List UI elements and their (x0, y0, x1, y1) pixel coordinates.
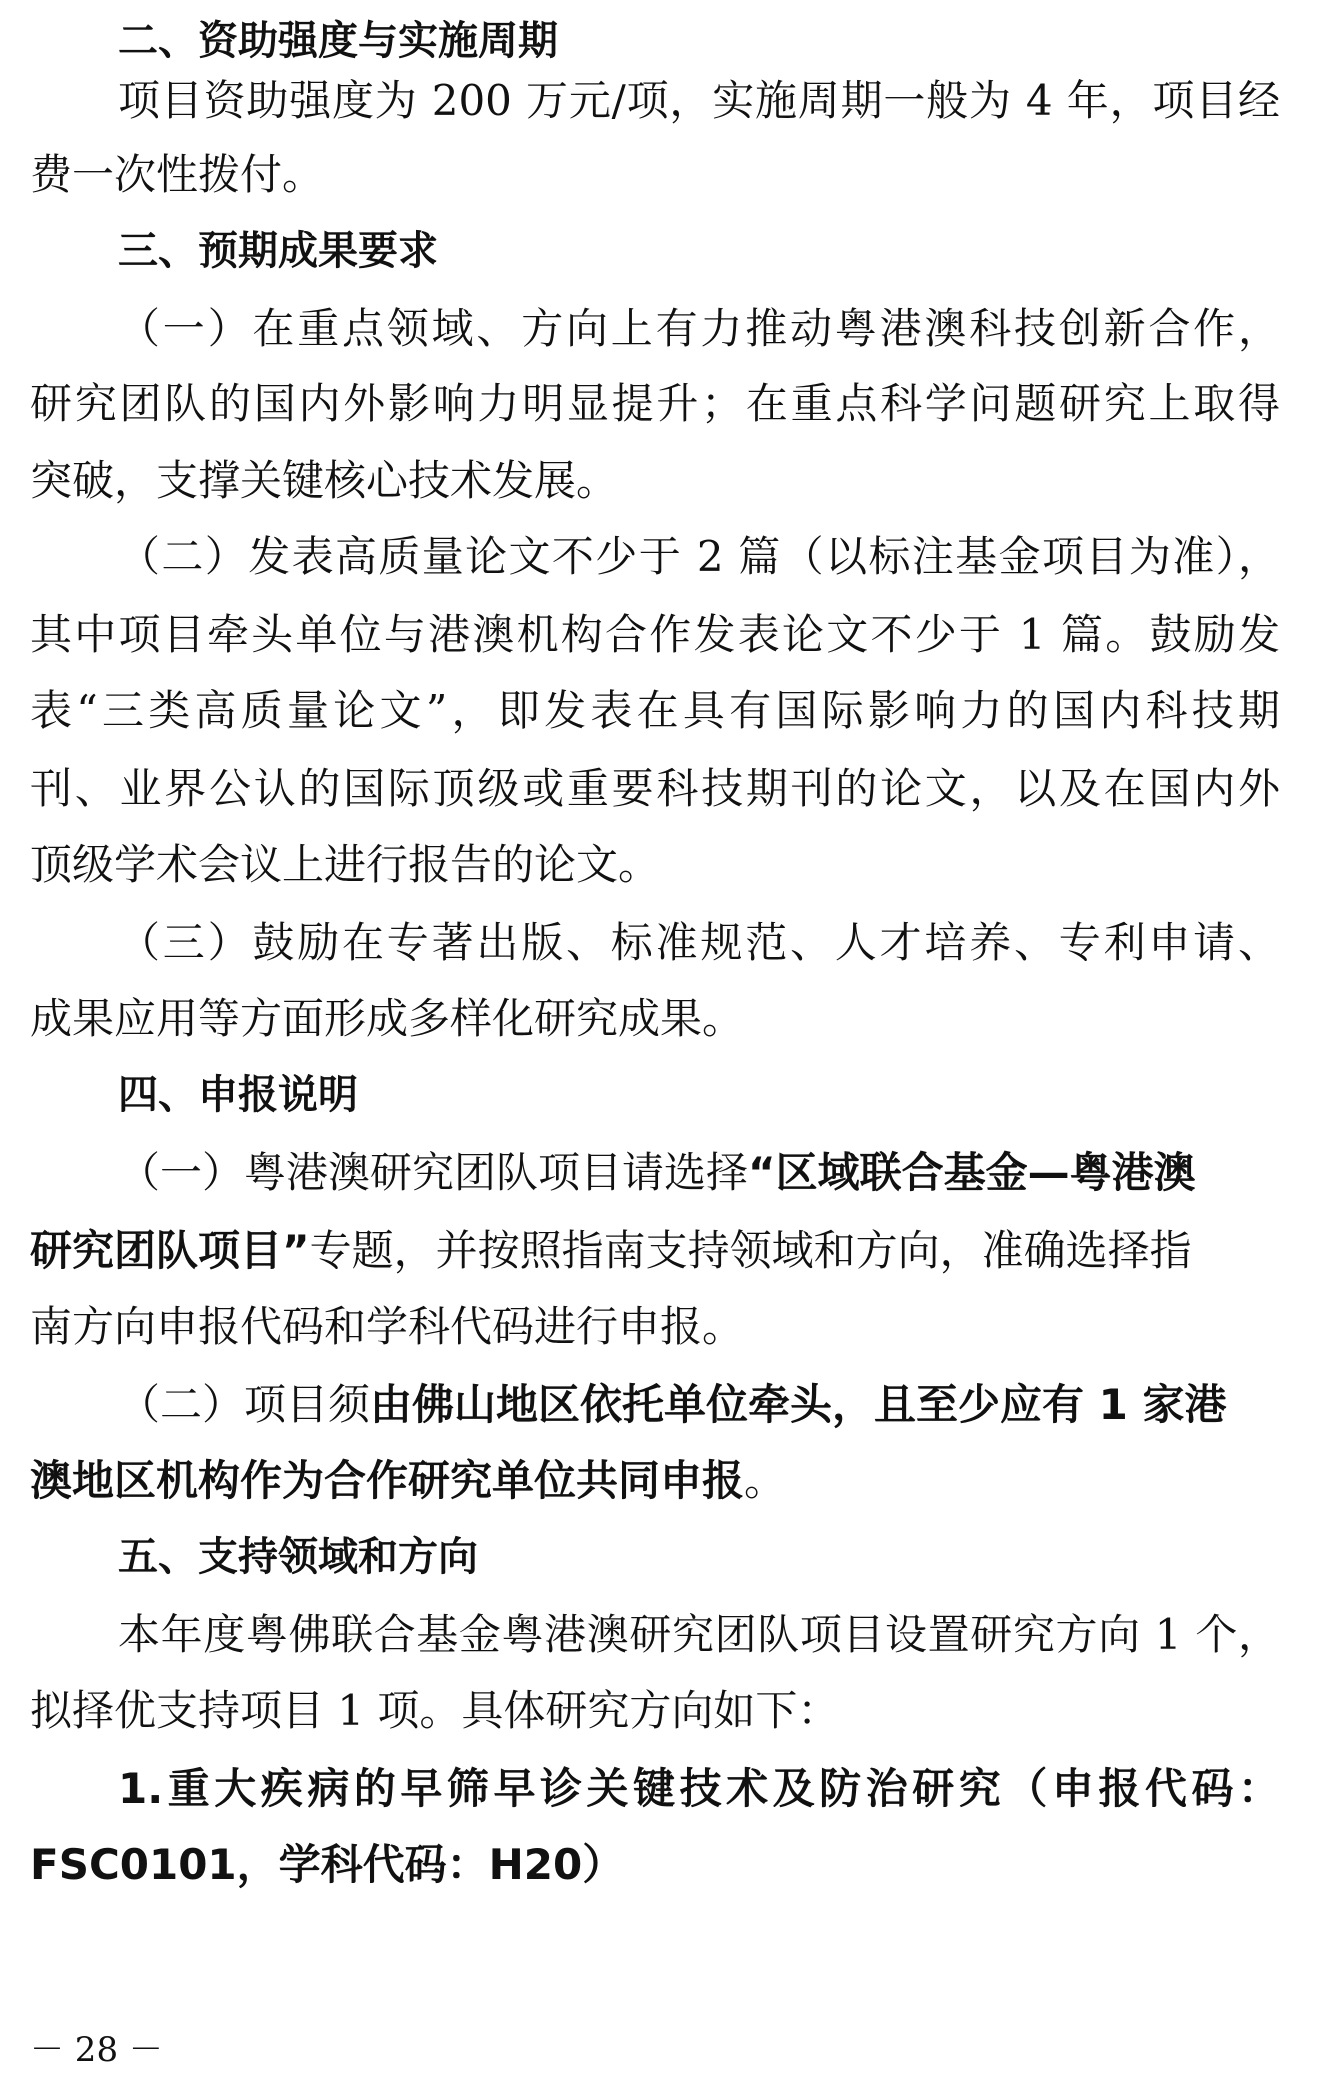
paragraph-line: 拟择优支持项目 1 项。具体研究方向如下： (30, 1686, 840, 1735)
paragraph-line: 南方向申报代码和学科代码进行申报。 (30, 1302, 745, 1351)
section-heading-4: 四、申报说明 (118, 1072, 358, 1118)
paragraph-line: 费一次性拨付。 (30, 150, 325, 199)
section-heading-2: 二、资助强度与实施周期 (118, 18, 558, 64)
research-direction-code: FSC0101，学科代码：H20） (30, 1840, 625, 1889)
paragraph-line: （二）项目须由佛山地区依托单位牵头，且至少应有 1 家港 (118, 1380, 1227, 1429)
paragraph-line: 成果应用等方面形成多样化研究成果。 (30, 994, 745, 1043)
research-direction-title: 1.重大疾病的早筛早诊关键技术及防治研究（申报代码： (118, 1764, 1280, 1813)
paragraph-line: 项目资助强度为 200 万元/项，实施周期一般为 4 年，项目经 (118, 76, 1280, 125)
paragraph-line: 顶级学术会议上进行报告的论文。 (30, 840, 661, 889)
paragraph-line: 刊、业界公认的国际顶级或重要科技期刊的论文，以及在国内外 (30, 764, 1280, 813)
paragraph-line: 其中项目牵头单位与港澳机构合作发表论文不少于 1 篇。鼓励发 (30, 610, 1280, 659)
paragraph-line: （二）发表高质量论文不少于 2 篇（以标注基金项目为准）， (118, 532, 1280, 581)
paragraph-line: 突破，支撑关键核心技术发展。 (30, 456, 619, 505)
section-heading-5: 五、支持领域和方向 (118, 1534, 478, 1580)
paragraph-line: （一）在重点领域、方向上有力推动粤港澳科技创新合作， (118, 304, 1280, 353)
paragraph-line: 澳地区机构作为合作研究单位共同申报。 (30, 1456, 787, 1505)
paragraph-line: 研究团队项目”专题，并按照指南支持领域和方向，准确选择指 (30, 1226, 1192, 1275)
paragraph-line: 本年度粤佛联合基金粤港澳研究团队项目设置研究方向 1 个， (118, 1610, 1280, 1659)
paragraph-line: 表“三类高质量论文”，即发表在具有国际影响力的国内科技期 (30, 686, 1280, 735)
paragraph-line: （三）鼓励在专著出版、标准规范、人才培养、专利申请、 (118, 918, 1280, 967)
page-number: － 28 － (30, 2030, 163, 2070)
paragraph-line: （一）粤港澳研究团队项目请选择“区域联合基金—粤港澳 (118, 1148, 1196, 1197)
section-heading-3: 三、预期成果要求 (118, 228, 438, 274)
paragraph-line: 研究团队的国内外影响力明显提升；在重点科学问题研究上取得 (30, 379, 1280, 428)
